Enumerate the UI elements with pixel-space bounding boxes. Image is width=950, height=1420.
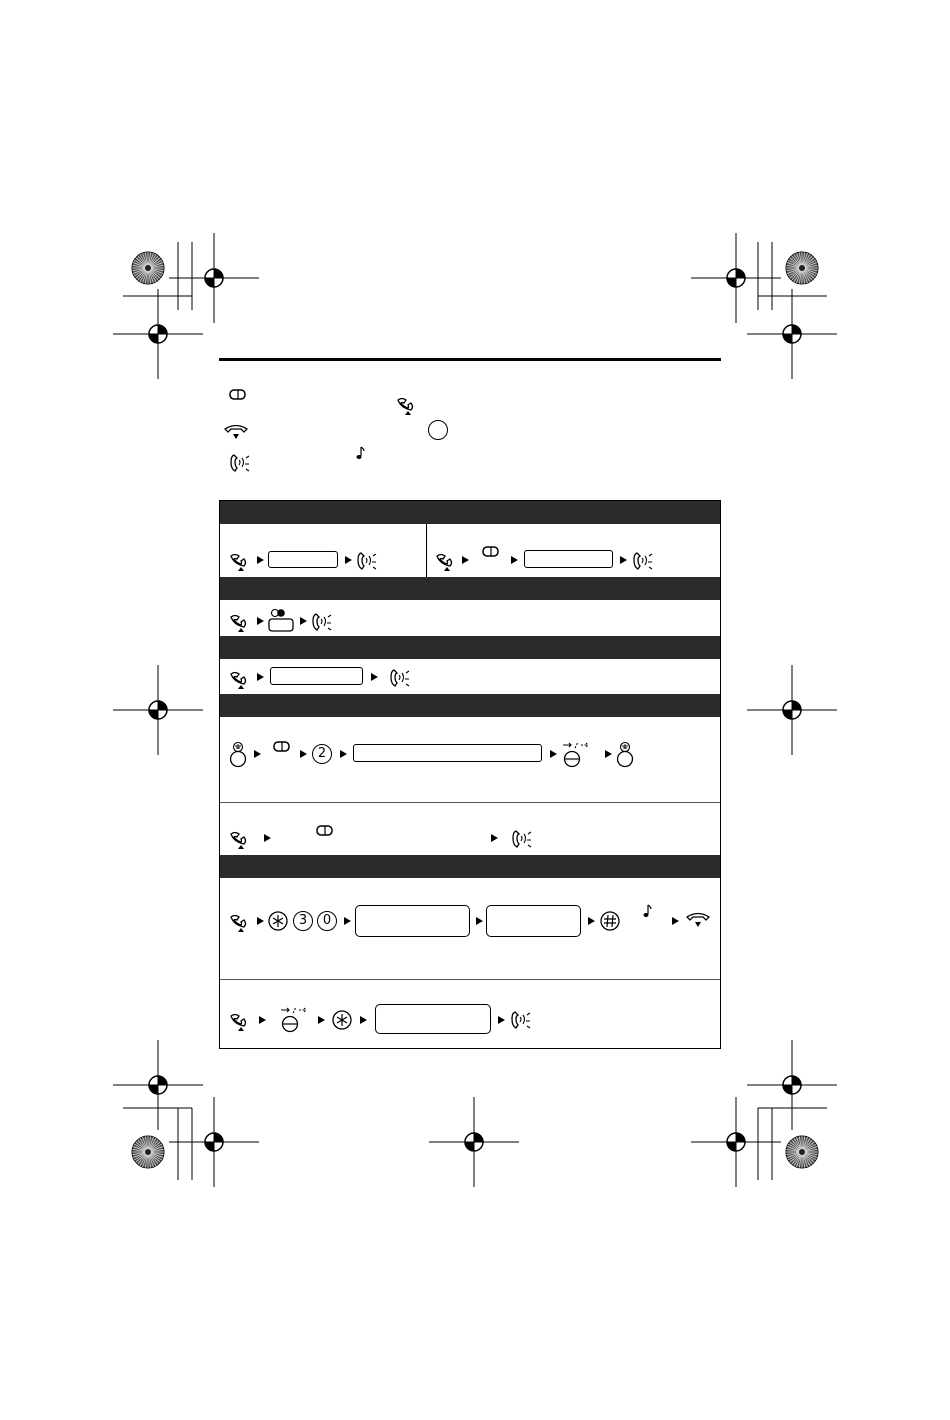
step-arrow: [344, 917, 351, 925]
step-arrow: [462, 556, 469, 564]
confirmation-tone-icon: [354, 446, 366, 460]
key-circle-icon: [428, 420, 448, 440]
on-hook-icon: [223, 423, 249, 441]
talk-icon: [356, 550, 378, 572]
step-arrow: [318, 1016, 325, 1024]
step-arrow: [672, 917, 679, 925]
registration-target: [113, 665, 203, 755]
section-header-2: [220, 577, 720, 600]
registration-target: [113, 289, 203, 379]
number-field[interactable]: [524, 550, 613, 568]
talk-icon: [389, 667, 411, 689]
soft-key-icon[interactable]: [273, 741, 291, 753]
talk-icon: [311, 611, 333, 633]
off-hook-icon: [229, 1012, 251, 1032]
dial-key[interactable]: 2: [312, 744, 332, 764]
color-wheel: [786, 1136, 818, 1168]
number-field[interactable]: [375, 1004, 491, 1034]
off-hook-icon: [229, 830, 251, 850]
number-field[interactable]: [486, 905, 581, 937]
store-key-icon[interactable]: [280, 1006, 308, 1034]
operation-table: [219, 500, 721, 1049]
section-header-3: [220, 636, 720, 659]
star-key[interactable]: [268, 911, 288, 931]
off-hook-icon: [435, 552, 457, 572]
registration-target: [747, 665, 837, 755]
color-wheel: [132, 1136, 164, 1168]
registration-target: [747, 289, 837, 379]
step-arrow: [300, 750, 307, 758]
off-hook-icon: [229, 670, 251, 690]
column-divider: [426, 524, 427, 577]
section-header-5: [220, 855, 720, 878]
soft-key-icon[interactable]: [482, 546, 500, 558]
step-arrow: [491, 834, 498, 842]
row-divider: [220, 802, 720, 803]
step-arrow: [498, 1016, 505, 1024]
color-wheel: [132, 252, 164, 284]
registration-target: [691, 233, 781, 323]
registration-target: [691, 1097, 781, 1187]
off-hook-icon: [396, 396, 418, 416]
star-key[interactable]: [332, 1010, 352, 1030]
off-hook-icon: [229, 913, 251, 933]
step-arrow: [259, 1016, 266, 1024]
step-arrow: [476, 917, 483, 925]
step-arrow: [511, 556, 518, 564]
talk-icon: [510, 1009, 532, 1031]
navigator-key-icon[interactable]: [230, 741, 248, 769]
color-wheel: [786, 252, 818, 284]
registration-target: [113, 1040, 203, 1130]
header-rule: [219, 358, 721, 361]
step-arrow: [257, 556, 264, 564]
section-header-4: [220, 694, 720, 717]
step-arrow: [257, 673, 264, 681]
dial-key[interactable]: 0: [317, 911, 337, 931]
step-arrow: [257, 617, 264, 625]
navigator-key-icon[interactable]: [617, 741, 635, 769]
step-arrow: [371, 673, 378, 681]
step-arrow: [300, 617, 307, 625]
registration-target: [747, 1040, 837, 1130]
talk-icon: [632, 550, 654, 572]
step-arrow: [254, 750, 261, 758]
registration-target: [169, 233, 259, 323]
row-divider: [220, 979, 720, 980]
step-arrow: [605, 750, 612, 758]
step-arrow: [257, 917, 264, 925]
one-touch-key-icon[interactable]: [268, 608, 296, 633]
off-hook-icon: [229, 613, 251, 633]
soft-key-icon[interactable]: [316, 825, 334, 837]
talk-icon: [229, 452, 251, 474]
registration-target: [169, 1097, 259, 1187]
store-key-icon[interactable]: [562, 741, 590, 769]
step-arrow: [588, 917, 595, 925]
on-hook-icon: [685, 911, 711, 929]
step-arrow: [620, 556, 627, 564]
number-field[interactable]: [353, 744, 542, 762]
talk-icon: [511, 828, 533, 850]
hash-key[interactable]: [600, 911, 620, 931]
soft-key-icon: [229, 389, 247, 401]
number-field[interactable]: [268, 551, 338, 568]
step-arrow: [360, 1016, 367, 1024]
off-hook-icon: [229, 552, 251, 572]
confirmation-tone-icon: [641, 904, 653, 918]
registration-target: [429, 1097, 519, 1187]
section-header-1: [220, 501, 720, 524]
step-arrow: [340, 750, 347, 758]
dial-key[interactable]: 3: [293, 911, 313, 931]
number-field[interactable]: [355, 905, 470, 937]
step-arrow: [550, 750, 557, 758]
number-field[interactable]: [270, 667, 363, 685]
step-arrow: [345, 556, 352, 564]
step-arrow: [264, 834, 271, 842]
